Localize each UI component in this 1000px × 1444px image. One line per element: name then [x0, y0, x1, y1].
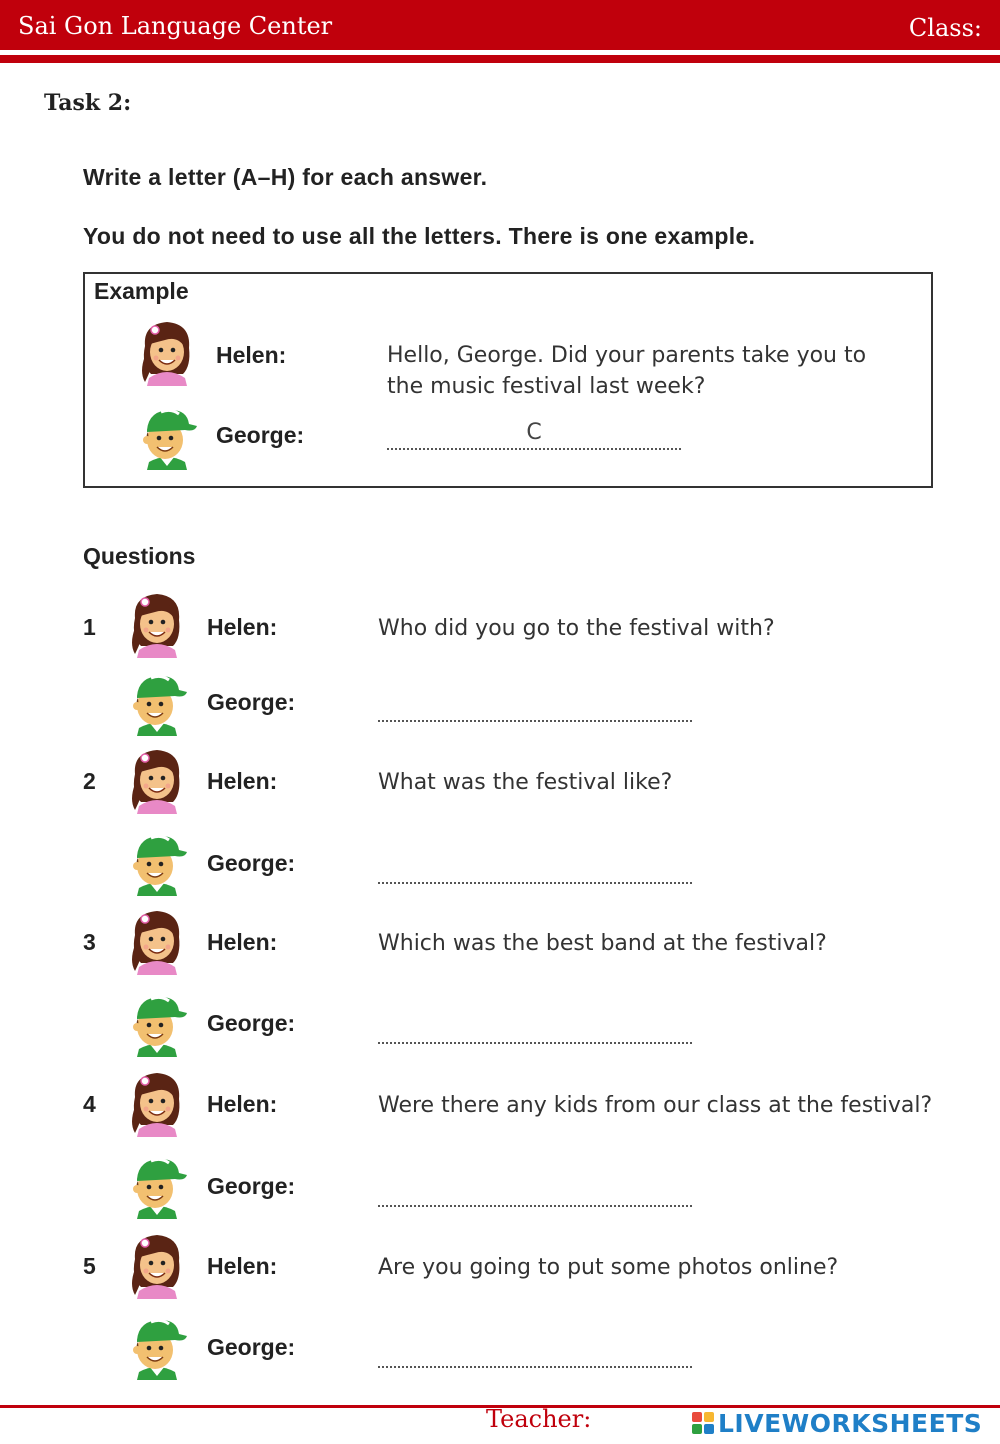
- question-george-name: George:: [207, 850, 296, 876]
- george-avatar-icon: [125, 666, 189, 736]
- question-number: 4: [83, 1091, 96, 1117]
- question-helen-name: Helen:: [207, 929, 278, 955]
- worksheet: [40, 152, 970, 1392]
- answer-field-1[interactable]: [378, 692, 692, 722]
- helen-avatar-icon: [125, 1229, 189, 1299]
- answer-field-4[interactable]: [378, 1177, 692, 1207]
- instruction-line-2: You do not need to use all the letters. There is one example.: [83, 223, 756, 249]
- example-helen-name: Helen:: [216, 342, 287, 368]
- question-text: Which was the best band at the festival?: [378, 931, 827, 956]
- teacher-label: Teacher:: [486, 1405, 592, 1433]
- george-avatar-icon: [125, 987, 189, 1057]
- question-helen-name: Helen:: [207, 1253, 278, 1279]
- helen-avatar-icon: [135, 316, 199, 386]
- question-text: What was the festival like?: [378, 770, 673, 795]
- liveworksheets-logo[interactable]: [692, 1408, 982, 1438]
- question-text: Are you going to put some photos online?: [378, 1255, 839, 1280]
- george-avatar-icon: [135, 400, 199, 470]
- helen-avatar-icon: [125, 905, 189, 975]
- question-george-name: George:: [207, 1334, 296, 1360]
- question-george-name: George:: [207, 1010, 296, 1036]
- helen-avatar-icon: [125, 744, 189, 814]
- question-george-name: George:: [207, 689, 296, 715]
- logo-text: LIVEWORKSHEETS: [718, 1408, 983, 1438]
- answer-field-3[interactable]: [378, 1014, 692, 1044]
- question-number: 2: [83, 768, 96, 794]
- header-divider: [0, 55, 1000, 63]
- question-helen-name: Helen:: [207, 768, 278, 794]
- class-label: Class:: [908, 14, 982, 42]
- answer-field-5[interactable]: [378, 1338, 692, 1368]
- answer-field-2[interactable]: [378, 854, 692, 884]
- helen-avatar-icon: [125, 1067, 189, 1137]
- question-helen-name: Helen:: [207, 1091, 278, 1117]
- logo-grid-icon: [692, 1412, 714, 1434]
- example-box: [83, 272, 933, 488]
- task-title: Task 2:: [44, 90, 132, 116]
- instruction-line-1: Write a letter (A–H) for each answer.: [83, 164, 488, 190]
- center-name: Sai Gon Language Center: [18, 12, 333, 40]
- example-helen-line-1: Hello, George. Did your parents take you to: [387, 343, 867, 368]
- example-helen-line-2: the music festival last week?: [387, 374, 706, 399]
- george-avatar-icon: [125, 1149, 189, 1219]
- george-avatar-icon: [125, 826, 189, 896]
- question-george-name: George:: [207, 1173, 296, 1199]
- questions-title: Questions: [83, 543, 196, 569]
- helen-avatar-icon: [125, 588, 189, 658]
- question-number: 5: [83, 1253, 96, 1279]
- header-bar: [0, 0, 1000, 50]
- example-george-name: George:: [216, 422, 305, 448]
- example-answer: C: [387, 420, 681, 450]
- george-avatar-icon: [125, 1310, 189, 1380]
- question-text: Were there any kids from our class at the festival?: [378, 1093, 933, 1118]
- question-text: Who did you go to the festival with?: [378, 616, 775, 641]
- question-number: 1: [83, 614, 96, 640]
- question-helen-name: Helen:: [207, 614, 278, 640]
- example-title: Example: [94, 278, 189, 304]
- question-number: 3: [83, 929, 96, 955]
